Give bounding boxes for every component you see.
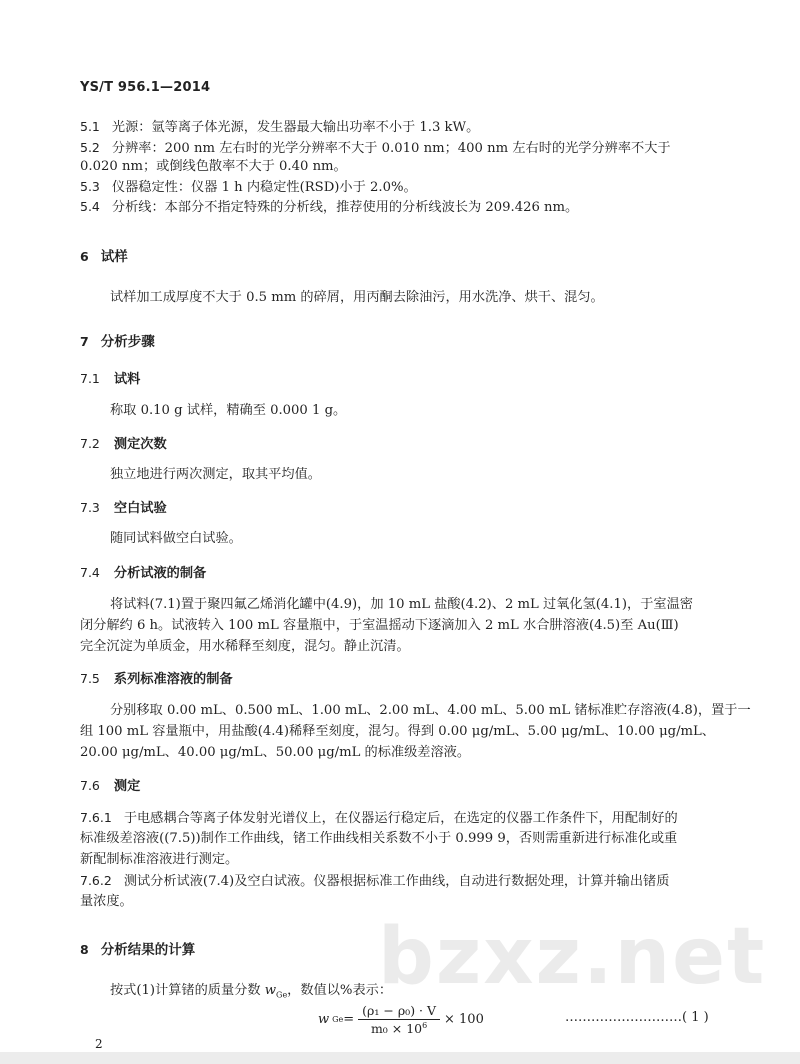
clause-7-6-2-line-2: 量浓度。 [80,894,133,909]
page-number: 2 [95,1037,103,1051]
clause-7-6-1-line-2: 标准级差溶液((7.5))制作工作曲线，锗工作曲线相关系数不小于 0.999 9，否则需重新进行标准化或重 [80,831,678,846]
clause-5-1: 5.1 光源：氩等离子体光源，发生器最大输出功率不小于 1.3 kW。 [80,119,480,135]
section-7-3-heading: 7.3 空白试验 [80,500,167,516]
formula-lhs-subscript: Ge [332,1015,344,1025]
section-6-body: 试样加工成厚度不大于 0.5 mm 的碎屑，用丙酮去除油污，用水洗净、烘干、混匀。 [110,290,604,305]
section-7-4-heading: 7.4 分析试液的制备 [80,565,207,581]
clause-5-2: 5.2 分辨率：200 nm 左右时的光学分辨率不大于 0.010 nm；400 nm 左右时的光学分辨率不大于 [80,140,671,156]
clause-5-3: 5.3 仪器稳定性：仪器 1 h 内稳定性(RSD)小于 2.0%。 [80,179,417,195]
section-7-2-body: 独立地进行两次测定，取其平均值。 [110,467,321,482]
watermark: bzxz.net [378,912,767,1002]
section-6-heading: 6 试样 [80,249,128,265]
section-7-5-line-2: 组 100 mL 容量瓶中，用盐酸(4.4)稀释至刻度，混匀。得到 0.00 μg/mL、5.00 μg/mL、10.00 μg/mL、 [80,724,715,739]
equation-number: ………………………( 1 ) [565,1010,709,1025]
formula-denominator: $m_0 \times 10^6$ [370,1021,428,1037]
section-7-4-line-2: 闭分解约 6 h。试液转入 100 mL 容量瓶中，于室温摇动下逐滴加入 2 mL 水合肼溶液(4.5)至 Au(Ⅲ) [80,618,679,633]
section-8-intro: 按式(1)计算锗的质量分数 $w_{Ge}$，数值以%表示： [110,983,393,1000]
section-7-4-line-1: 将试料(7.1)置于聚四氟乙烯消化罐中(4.9)，加 10 mL 盐酸(4.2)、2 mL 过氧化氢(4.1)，于室温密 [110,597,693,612]
section-7-5-line-3: 20.00 μg/mL、40.00 μg/mL、50.00 μg/mL 的标准级差溶液。 [80,745,471,760]
clause-7-6-2-line-1: 7.6.2 测试分析试液(7.4)及空白试液。仪器根据标准工作曲线，自动进行数据处理，计算并输出锗质 [80,873,670,889]
section-8-heading: 8 分析结果的计算 [80,942,196,958]
section-7-1-heading: 7.1 试料 [80,371,141,387]
section-7-2-heading: 7.2 测定次数 [80,436,167,452]
formula-lhs: w [318,1012,330,1028]
clause-5-2-continuation: 0.020 nm；或倒线色散率不大于 0.40 nm。 [80,159,347,174]
formula-times-100: × 100 [444,1012,484,1028]
clause-7-6-1-line-3: 新配制标准溶液进行测定。 [80,852,239,867]
page-bottom-edge [0,1052,800,1064]
formula-equals: = [343,1012,355,1028]
formula-numerator: (ρ₁ − ρ₀) · V [358,1003,440,1020]
formula-fraction [358,1003,440,1036]
clause-5-4: 5.4 分析线：本部分不指定特殊的分析线，推荐使用的分析线波长为 209.426 nm。 [80,199,579,215]
section-7-1-body: 称取 0.10 g 试样，精确至 0.000 1 g。 [110,403,347,418]
clause-7-6-1-line-1: 7.6.1 于电感耦合等离子体发射光谱仪上，在仪器运行稳定后，在选定的仪器工作条件下，用配制好的 [80,810,678,826]
section-7-3-body: 随同试料做空白试验。 [110,531,242,546]
formula-1 [318,1003,484,1036]
standard-code-header: YS/T 956.1—2014 [80,80,211,95]
section-7-heading: 7 分析步骤 [80,334,155,350]
section-7-5-heading: 7.5 系列标准溶液的制备 [80,671,233,687]
section-7-4-line-3: 完全沉淀为单质金，用水稀释至刻度，混匀。静止沉清。 [80,639,410,654]
section-7-6-heading: 7.6 测定 [80,778,141,794]
section-7-5-line-1: 分别移取 0.00 mL、0.500 mL、1.00 mL、2.00 mL、4.00 mL、5.00 mL 锗标准贮存溶液(4.8)，置于一 [110,703,751,718]
